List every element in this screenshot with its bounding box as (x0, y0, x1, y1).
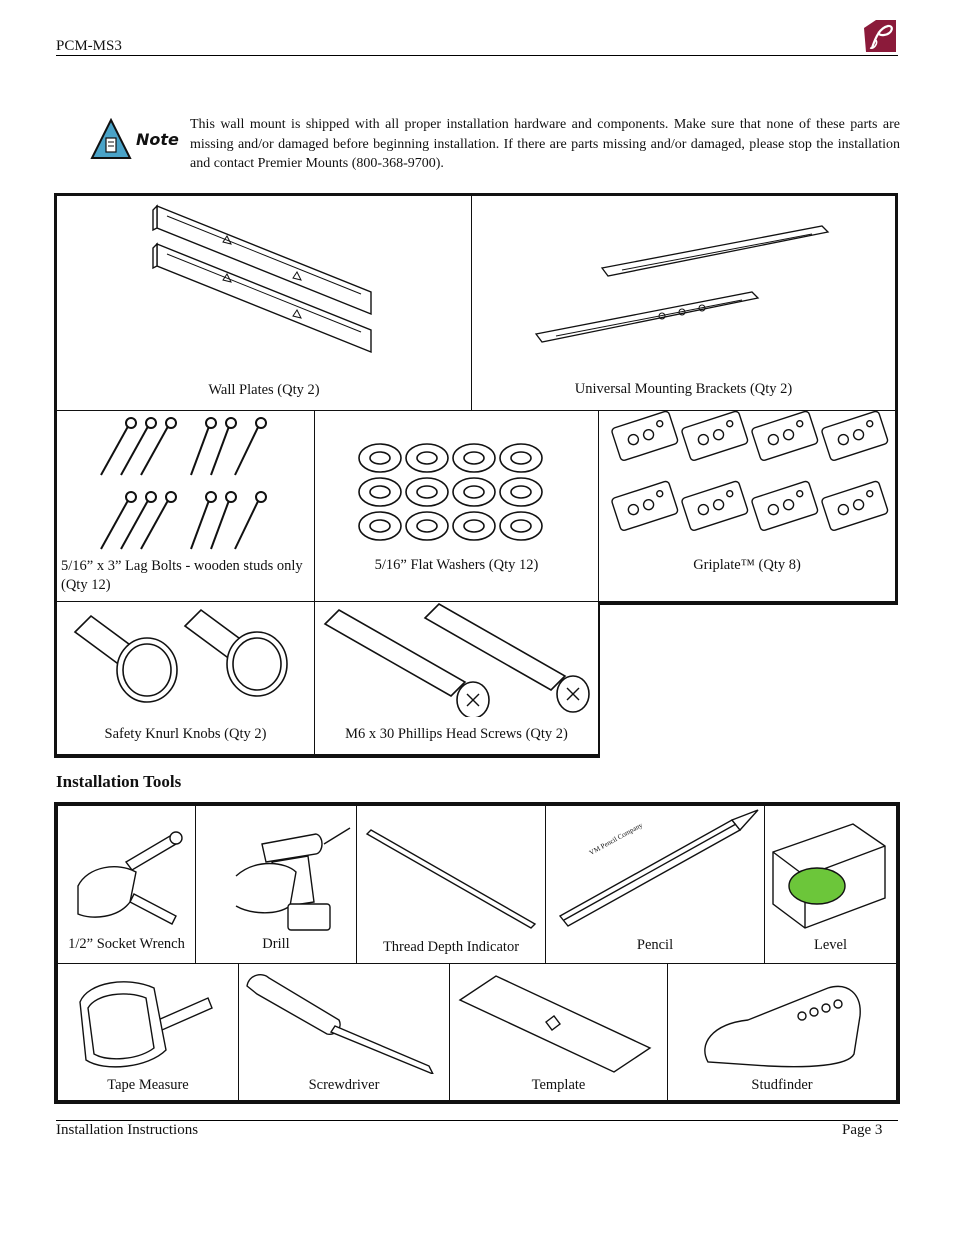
wall-plates-cell (56, 195, 472, 411)
studfinder-caption: Studfinder (751, 1077, 813, 1093)
washers-cell (314, 410, 599, 602)
premier-logo-icon (862, 18, 898, 54)
pencil-cell (545, 805, 765, 964)
knobs-cell (56, 601, 315, 755)
griplate-caption: Griplate™ (Qty 8) (693, 557, 801, 573)
griplate-cell (598, 410, 896, 602)
drill-cell (195, 805, 357, 964)
page-number: Page 3 (842, 1122, 883, 1138)
washers-icon (315, 411, 598, 556)
socket-wrench-icon (58, 806, 195, 934)
level-icon (765, 806, 896, 934)
studfinder-icon (668, 964, 896, 1074)
template-caption: Template (531, 1077, 586, 1093)
pencil-caption: Pencil (636, 937, 674, 953)
screwdriver-icon (239, 964, 449, 1074)
lag-bolts-icon (57, 411, 314, 556)
pencil-brand-label: VM Pencil Company (588, 821, 644, 857)
brackets-cell (471, 195, 896, 411)
screws-icon (315, 602, 598, 717)
thread-depth-cell (356, 805, 546, 964)
socket-wrench-cell (57, 805, 196, 964)
tape-measure-caption: Tape Measure (107, 1077, 189, 1093)
note-label: Note (136, 130, 179, 149)
footer-rule (56, 1120, 898, 1121)
pencil-icon (546, 806, 764, 934)
footer-title: Installation Instructions (56, 1122, 199, 1138)
screwdriver-cell (238, 963, 450, 1101)
lag-bolts-caption: 5/16” x 3” Lag Bolts - wooden studs only (Qty 12) (61, 558, 303, 593)
level-caption: Level (813, 937, 847, 953)
tape-measure-icon (58, 964, 238, 1074)
socket-wrench-caption: 1/2” Socket Wrench (68, 936, 185, 952)
screws-cell (314, 601, 599, 755)
document-model: PCM-MS3 (56, 38, 122, 54)
wall-plates-icon (57, 196, 471, 381)
tape-measure-cell (57, 963, 239, 1101)
template-icon (450, 964, 667, 1074)
template-cell (449, 963, 668, 1101)
level-cell (764, 805, 897, 964)
tools-heading: Installation Tools (56, 772, 182, 791)
brackets-caption: Universal Mounting Brackets (Qty 2) (574, 381, 793, 397)
studfinder-cell (667, 963, 897, 1101)
washers-caption: 5/16” Flat Washers (Qty 12) (374, 557, 539, 573)
note-text: This wall mount is shipped with all proper installation hardware and components. Make sure that none of these parts are missing and/or damaged before beginning installation. If there are parts missing and/or damaged, please stop the installation and contact Premier Mounts (800-368-9700). (190, 117, 900, 171)
griplate-icon (599, 411, 895, 556)
thread-depth-indicator-icon (357, 806, 545, 934)
header-rule (56, 55, 898, 56)
lag-bolts-cell (56, 410, 315, 602)
drill-icon (196, 806, 356, 934)
note-icon (90, 118, 132, 160)
knobs-caption: Safety Knurl Knobs (Qty 2) (104, 726, 267, 742)
drill-caption: Drill (262, 936, 290, 952)
knobs-icon (57, 602, 314, 717)
screwdriver-caption: Screwdriver (308, 1077, 380, 1093)
wall-plates-caption: Wall Plates (Qty 2) (208, 382, 320, 398)
thread-depth-caption: Thread Depth Indicator (382, 939, 520, 955)
screws-caption: M6 x 30 Phillips Head Screws (Qty 2) (345, 726, 568, 742)
brackets-icon (472, 196, 895, 381)
